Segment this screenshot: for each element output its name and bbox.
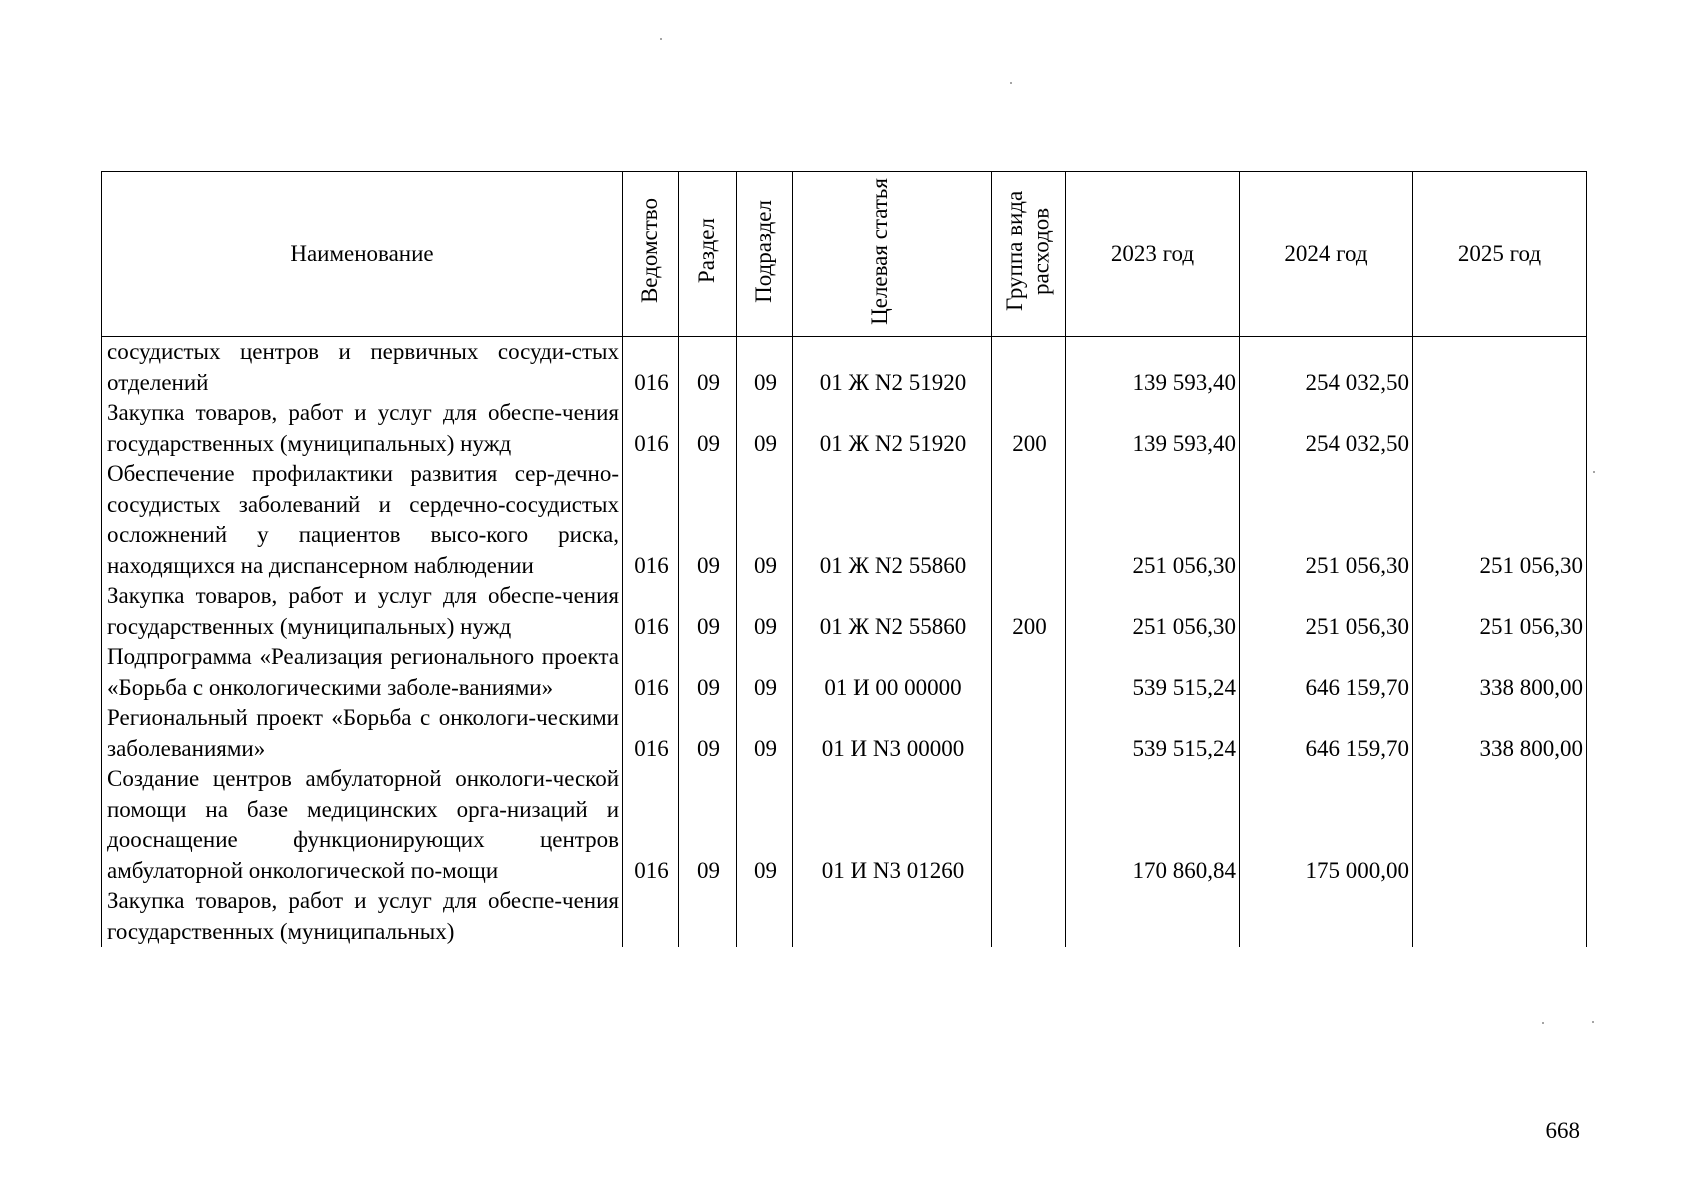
cell-subsection: 09 [737,703,793,764]
cell-expense-group [992,886,1066,947]
cell-2023: 251 056,30 [1066,581,1240,642]
cell-2025 [1413,764,1587,886]
cell-section: 09 [679,337,737,399]
cell-target-article: 01 Ж N2 51920 [793,398,992,459]
scan-speck [1542,1022,1544,1024]
cell-department: 016 [623,398,679,459]
table-row [102,581,1587,642]
cell-expense-group [992,459,1066,581]
cell-2025: 338 800,00 [1413,642,1587,703]
cell-expense-group [992,642,1066,703]
cell-2025: 338 800,00 [1413,703,1587,764]
cell-2025 [1413,398,1587,459]
header-department: Ведомство [623,172,679,337]
cell-subsection: 09 [737,459,793,581]
cell-section: 09 [679,398,737,459]
cell-2024: 254 032,50 [1240,337,1413,399]
cell-2024: 251 056,30 [1240,581,1413,642]
table-row [102,703,1587,764]
table-row [102,642,1587,703]
cell-2024: 646 159,70 [1240,703,1413,764]
cell-2025 [1413,886,1587,947]
cell-target-article: 01 И N3 01260 [793,764,992,886]
cell-department: 016 [623,703,679,764]
cell-name: Обеспечение профилактики развития сер-дечно-сосудистых заболеваний и сердечно-сосудистых осложнений у пациентов высо-кого риска, находящихся на диспансерном наблюдении [102,459,623,581]
cell-2024 [1240,886,1413,947]
cell-2024: 175 000,00 [1240,764,1413,886]
header-2023: 2023 год [1066,172,1240,337]
header-target-article: Целевая статья [793,172,992,337]
cell-2025 [1413,337,1587,399]
cell-name: Закупка товаров, работ и услуг для обеспе-чения государственных (муниципальных) нужд [102,581,623,642]
header-section: Раздел [679,172,737,337]
table-row [102,398,1587,459]
cell-target-article: 01 И 00 00000 [793,642,992,703]
cell-section: 09 [679,703,737,764]
budget-sheet [101,171,1587,947]
cell-department: 016 [623,581,679,642]
cell-name: Закупка товаров, работ и услуг для обеспе-чения государственных (муниципальных) нужд [102,398,623,459]
cell-subsection [737,886,793,947]
cell-2024: 646 159,70 [1240,642,1413,703]
header-expense-group: Группа вида расходов [992,172,1066,337]
cell-2023: 139 593,40 [1066,398,1240,459]
cell-department: 016 [623,764,679,886]
table-row [102,764,1587,886]
cell-target-article: 01 Ж N2 51920 [793,337,992,399]
cell-2025: 251 056,30 [1413,459,1587,581]
scan-speck [1593,471,1595,473]
cell-expense-group [992,337,1066,399]
cell-section: 09 [679,581,737,642]
header-2024: 2024 год [1240,172,1413,337]
header-subsection: Подраздел [737,172,793,337]
cell-name: Создание центров амбулаторной онкологи-ческой помощи на базе медицинских орга-низаций и дооснащение функционирующих центров амбулаторной онкологической по-мощи [102,764,623,886]
cell-target-article: 01 Ж N2 55860 [793,459,992,581]
cell-subsection: 09 [737,581,793,642]
cell-department [623,886,679,947]
cell-department: 016 [623,642,679,703]
budget-table [101,171,1587,947]
cell-2023 [1066,886,1240,947]
cell-subsection: 09 [737,398,793,459]
cell-department: 016 [623,337,679,399]
cell-expense-group [992,703,1066,764]
cell-expense-group: 200 [992,581,1066,642]
cell-expense-group: 200 [992,398,1066,459]
scan-speck [1592,1021,1594,1023]
cell-target-article: 01 И N3 00000 [793,703,992,764]
cell-subsection: 09 [737,337,793,399]
cell-2023: 539 515,24 [1066,703,1240,764]
cell-section [679,886,737,947]
cell-2024: 254 032,50 [1240,398,1413,459]
cell-2025: 251 056,30 [1413,581,1587,642]
cell-expense-group [992,764,1066,886]
cell-section: 09 [679,642,737,703]
cell-section: 09 [679,764,737,886]
cell-name: Закупка товаров, работ и услуг для обеспе-чения государственных (муниципальных) [102,886,623,947]
cell-target-article [793,886,992,947]
cell-section: 09 [679,459,737,581]
page-number: 668 [1545,1118,1580,1143]
cell-target-article: 01 Ж N2 55860 [793,581,992,642]
cell-2023: 170 860,84 [1066,764,1240,886]
cell-2023: 251 056,30 [1066,459,1240,581]
cell-2023: 539 515,24 [1066,642,1240,703]
cell-name: Региональный проект «Борьба с онкологи-ческими заболеваниями» [102,703,623,764]
header-2025: 2025 год [1413,172,1587,337]
scan-speck [1010,82,1012,84]
scan-speck [660,38,662,40]
cell-2024: 251 056,30 [1240,459,1413,581]
cell-name: Подпрограмма «Реализация регионального проекта «Борьба с онкологическими заболе-ваниями» [102,642,623,703]
header-row [102,172,1587,337]
table-row [102,337,1587,399]
table-row [102,459,1587,581]
cell-name: сосудистых центров и первичных сосуди-стых отделений [102,337,623,399]
table-row [102,886,1587,947]
header-name: Наименование [102,172,623,337]
cell-subsection: 09 [737,642,793,703]
cell-department: 016 [623,459,679,581]
cell-subsection: 09 [737,764,793,886]
cell-2023: 139 593,40 [1066,337,1240,399]
